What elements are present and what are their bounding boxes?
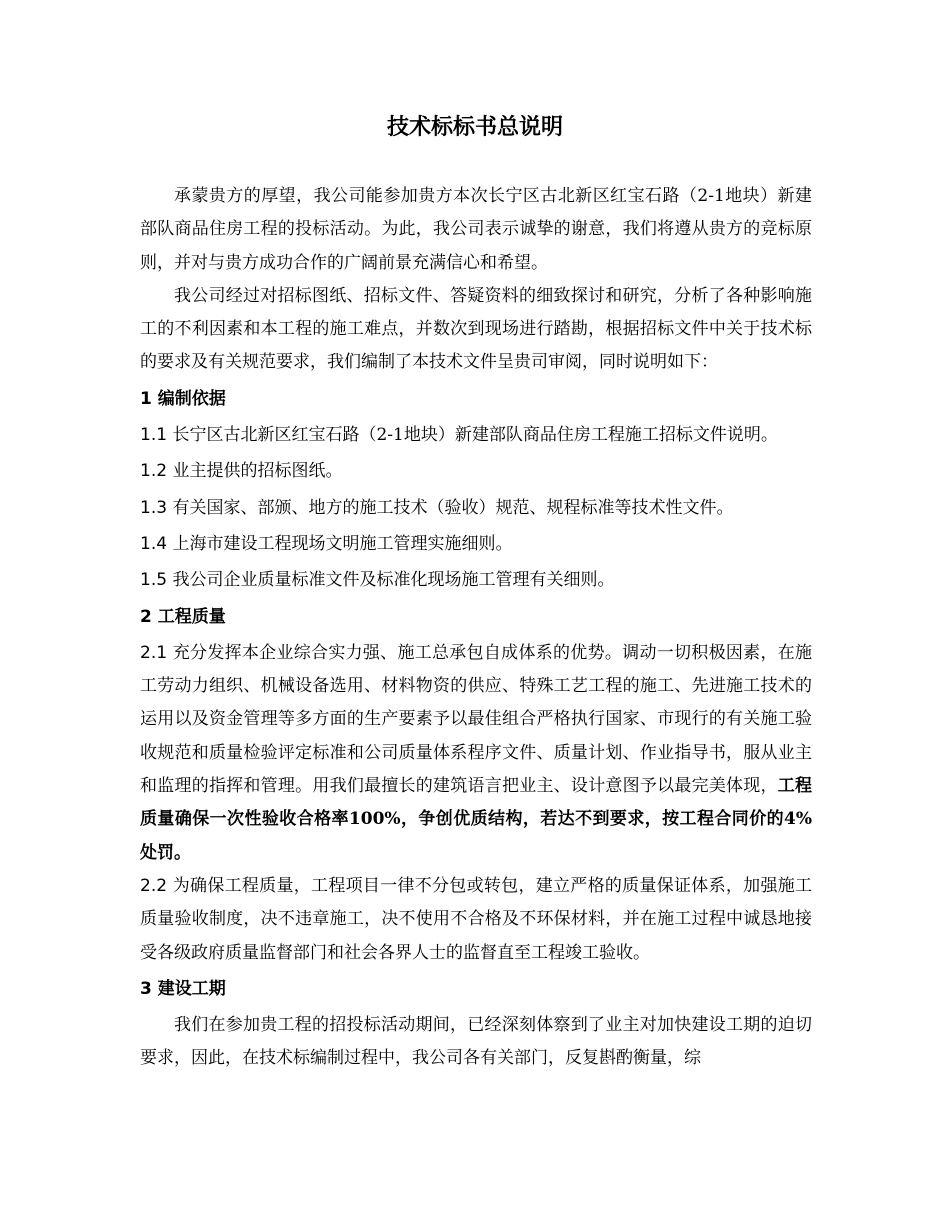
section-heading-basis: 1 编制依据 — [140, 388, 226, 409]
item-text: 有关国家、部颁、地方的施工技术（验收）规范、规程标准等技术性文件。 — [172, 497, 734, 518]
list-item — [140, 564, 812, 597]
item-text: 为确保工程质量，工程项目一律不分包或转包，建立严格的质量保证体系，加强施工质量验收制度，决不违章施工，决不使用不合格及不环保材料，并在施工过程中诚恳地接受各级政府质量监督部门和社会各界人士的监督直至工程竣工验收。 — [140, 875, 813, 963]
page-title: 技术标标书总说明 — [386, 115, 563, 140]
item-text: 充分发挥本企业综合实力强、施工总承包自成体系的优势。调动一切积极因素，在施工劳动力组织、机械设备选用、材料物资的供应、特殊工艺工程的施工、先进施工技术的运用以及资金管理等多方面的生产要素予以最佳组合严格执行国家、市现行的有关施工验收规范和质量检验评定标准和公司质量体系程序文件、质量计划、作业指导书，服从业主和监理的指挥和管理。用我们最擅长的建筑语言把业主、设计意图予以最完美体现， — [140, 642, 813, 797]
item-text: 上海市建设工程现场文明施工管理实施细则。 — [172, 533, 513, 554]
schedule-paragraph: 我们在参加贵工程的招投标活动期间，已经深刻体察到了业主对加快建设工期的迫切要求，因此，在技术标编制过程中，我公司各有关部门，反复斟酌衡量，综 — [140, 1015, 812, 1069]
item-text: 长宁区古北新区红宝石路（2-1地块）新建部队商品住房工程施工招标文件说明。 — [172, 425, 778, 446]
list-item — [140, 455, 812, 488]
list-item — [140, 528, 812, 561]
section-heading-schedule: 3 建设工期 — [140, 978, 226, 999]
item-number: 2.2 — [140, 875, 168, 896]
list-item — [140, 870, 812, 970]
intro-paragraph-2: 我公司经过对招标图纸、招标文件、答疑资料的细致探讨和研究，分析了各种影响施工的不利因素和本工程的施工难点，并数次到现场进行踏勘，根据招标文件中关于技术标的要求及有关规范要求，我们编制了本技术文件呈贵司审阅，同时说明如下： — [140, 285, 812, 373]
item-text: 我公司企业质量标准文件及标准化现场施工管理有关细则。 — [172, 570, 615, 591]
intro-paragraph-1: 承蒙贵方的厚望，我公司能参加贵方本次长宁区古北新区红宝石路（2-1地块）新建部队商品住房工程的投标活动。为此，我公司表示诚挚的谢意，我们将遵从贵方的竞标原则，并对与贵方成功合作的广阔前景充满信心和希望。 — [140, 186, 812, 273]
document-body — [140, 180, 812, 1076]
item-number: 1.4 — [140, 533, 168, 554]
item-number: 1.1 — [140, 425, 168, 446]
item-number: 1.3 — [140, 497, 168, 518]
list-item — [140, 637, 812, 870]
list-item — [140, 492, 812, 525]
item-number: 1.5 — [140, 570, 168, 591]
item-number: 1.2 — [140, 461, 168, 482]
quality-commitment-bold: 工程质量确保一次性验收合格率100%，争创优质结构，若达不到要求，按工程合同价的4%处罚。 — [140, 776, 813, 863]
item-text: 业主提供的招标图纸。 — [172, 461, 343, 482]
section-heading-quality: 2 工程质量 — [140, 606, 226, 627]
list-item — [140, 419, 812, 452]
item-number: 2.1 — [140, 642, 168, 663]
